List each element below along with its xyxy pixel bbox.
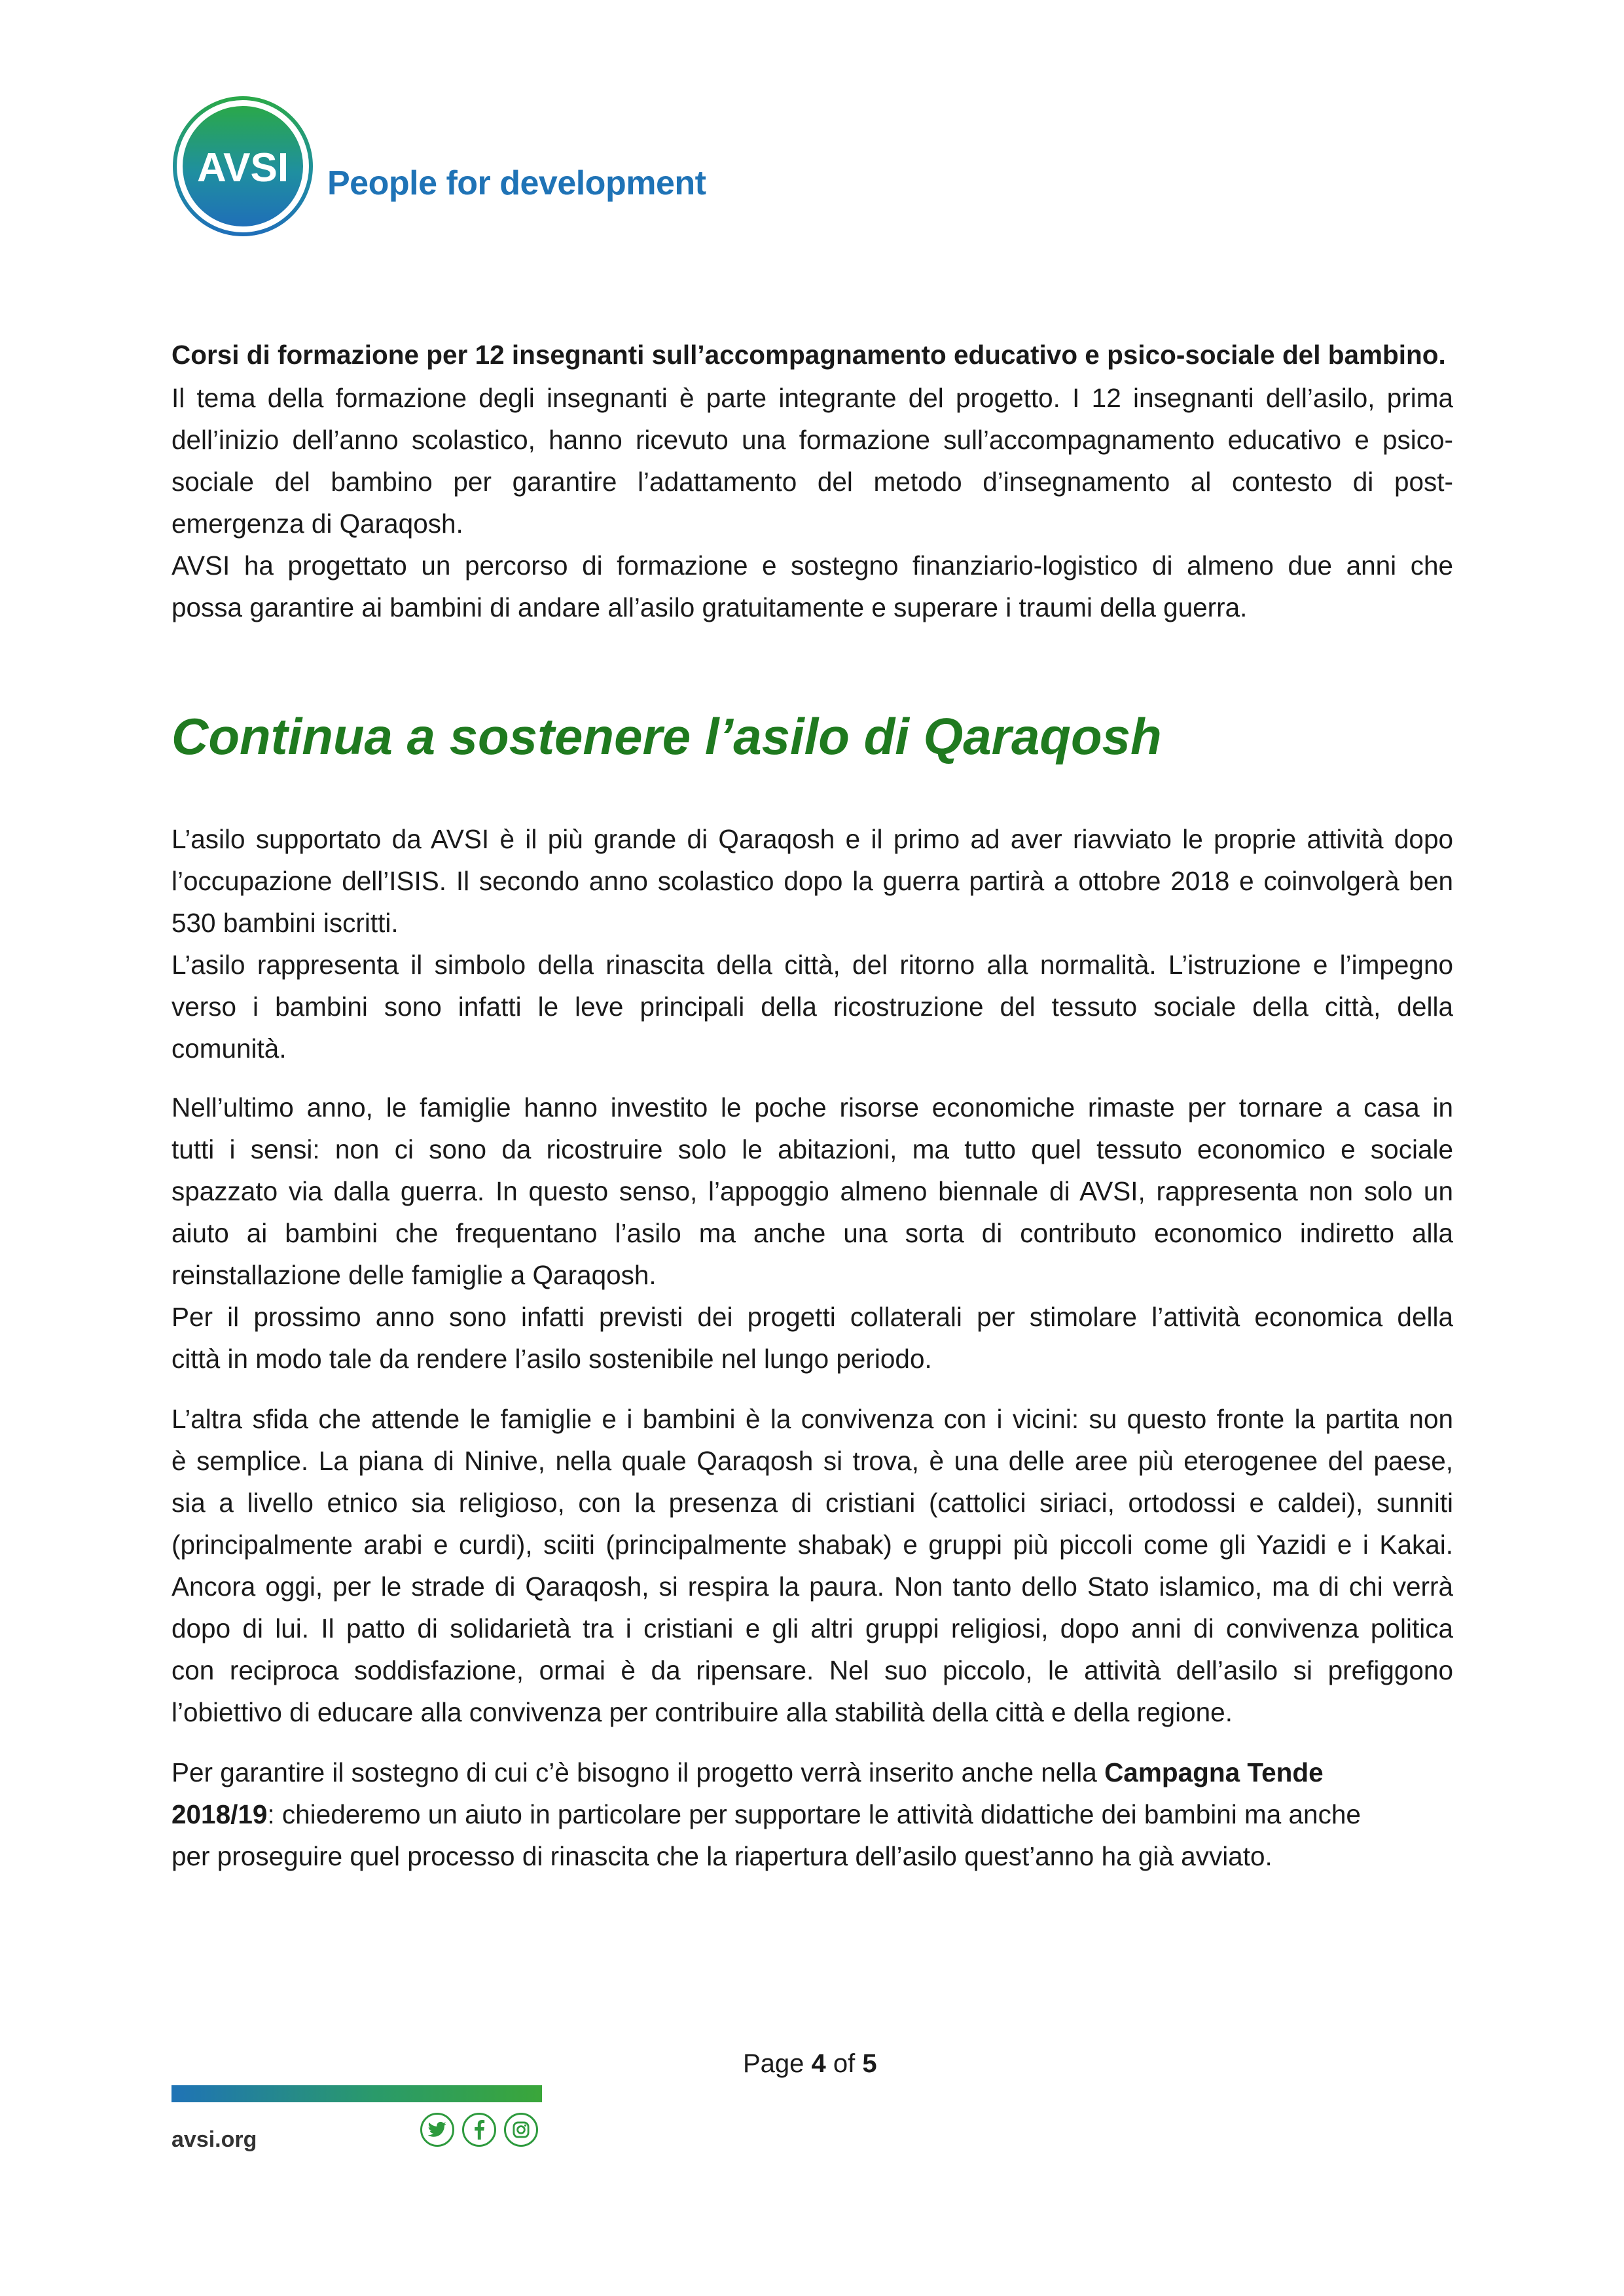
paragraph-coexistence [171, 1398, 1453, 1733]
text-line: Nell’ultimo anno, le famiglie hanno investito le poche risorse economiche rimaste per tornare a casa in [171, 1092, 1453, 1122]
page-current: 4 [811, 2049, 826, 2078]
paragraph-families [171, 1086, 1453, 1380]
text-line: aiuto ai bambini che frequentano l’asilo ma anche una sorta di contributo economico indiretto alla [171, 1218, 1453, 1248]
text-line: dell’inizio dell’anno scolastico, hanno ricevuto una formazione sull’accompagnamento educativo e psico- [171, 425, 1453, 455]
text-line: sia a livello etnico sia religioso, con la presenza di cristiani (cattolici siriaci, ortodossi e caldei), sunniti [171, 1488, 1453, 1518]
text-line: AVSI ha progettato un percorso di formazione e sostegno finanziario-logistico di almeno due anni che [171, 550, 1453, 581]
page-number [743, 2049, 877, 2079]
text-line: con reciproca soddisfazione, ormai è da ripensare. Nel suo piccolo, le attività dell’asilo si prefiggono [171, 1655, 1453, 1685]
footer-gradient-bar [171, 2085, 542, 2102]
campaign-text: Per garantire il sostegno di cui c’è bisogno il progetto verrà inserito anche nella [171, 1757, 1105, 1787]
section-heading: Corsi di formazione per 12 insegnanti sull’accompagnamento educativo e psico-sociale del bambino. [171, 340, 1446, 370]
campaign-name: Campagna Tende [1104, 1757, 1324, 1787]
text-line [171, 1751, 1453, 1793]
text-line: per proseguire quel processo di rinascita che la riapertura dell’asilo quest’anno ha già avviato. [171, 1841, 1272, 1871]
paragraph-training [171, 377, 1453, 628]
facebook-icon[interactable] [462, 2113, 496, 2147]
text-line: L’altra sfida che attende le famiglie e i bambini è la convivenza con i vicini: su questo fronte la partita non [171, 1404, 1453, 1434]
text-line: Per il prossimo anno sono infatti previsti dei progetti collaterali per stimolare l’attività economica della [171, 1302, 1453, 1332]
campaign-year: 2018/19 [171, 1799, 268, 1829]
text-line: L’asilo supportato da AVSI è il più grande di Qaraqosh e il primo ad aver riavviato le proprie attività dopo [171, 824, 1453, 854]
campaign-text: : chiederemo un aiuto in particolare per supportare le attività didattiche dei bambini ma anche [267, 1799, 1361, 1829]
text-line: Il tema della formazione degli insegnanti è parte integrante del progetto. I 12 insegnanti dell’asilo, prima [171, 383, 1453, 413]
text-line: comunità. [171, 1033, 287, 1064]
logo-text: AVSI [196, 145, 289, 190]
page-prefix: Page [743, 2049, 812, 2078]
text-line: Ancora oggi, per le strade di Qaraqosh, si respira la paura. Non tanto dello Stato islamico, ma di chi verrà [171, 1571, 1453, 1602]
text-line: città in modo tale da rendere l’asilo sostenibile nel lungo periodo. [171, 1344, 932, 1374]
avsi-logo [171, 95, 314, 238]
text-line: dopo di lui. Il patto di solidarietà tra i cristiani e gli altri gruppi religiosi, dopo anni di convivenza politica [171, 1613, 1453, 1643]
text-line: L’asilo rappresenta il simbolo della rinascita della città, del ritorno alla normalità. L’istruzione e l’impegno [171, 950, 1453, 980]
text-line: possa garantire ai bambini di andare all’asilo gratuitamente e superare i traumi della guerra. [171, 592, 1248, 622]
text-line: sociale del bambino per garantire l’adattamento del metodo d’insegnamento al contesto di post- [171, 467, 1453, 497]
text-line: l’obiettivo di educare alla convivenza per contribuire alla stabilità della città e della regione. [171, 1697, 1233, 1727]
instagram-icon[interactable] [504, 2113, 538, 2147]
page-total: 5 [862, 2049, 877, 2078]
page-mid: of [825, 2049, 863, 2078]
footer-website[interactable]: avsi.org [171, 2127, 257, 2152]
text-line: 530 bambini iscritti. [171, 908, 399, 938]
paragraph-intro [171, 818, 1453, 1069]
text-line: spazzato via dalla guerra. In questo senso, l’appoggio almeno biennale di AVSI, rappresenta non solo un [171, 1176, 1453, 1206]
paragraph-campaign [171, 1751, 1453, 1877]
text-line: verso i bambini sono infatti le leve principali della ricostruzione del tessuto sociale della città, della [171, 992, 1453, 1022]
text-line: emergenza di Qaraqosh. [171, 509, 463, 539]
twitter-icon[interactable] [420, 2113, 454, 2147]
text-line [171, 1793, 1453, 1835]
text-line: reinstallazione delle famiglie a Qaraqosh. [171, 1260, 657, 1290]
text-line: (principalmente arabi e curdi), sciiti (principalmente shabak) e gruppi più piccoli come gli Yazidi e i Kakai. [171, 1530, 1453, 1560]
text-line: è semplice. La piana di Ninive, nella quale Qaraqosh si trova, è una delle aree più eterogenee del paese, [171, 1446, 1453, 1476]
text-line: tutti i sensi: non ci sono da ricostruire solo le abitazioni, ma tutto quel tessuto economico e sociale [171, 1134, 1453, 1164]
page-title: Continua a sostenere l’asilo di Qaraqosh [171, 708, 1162, 765]
tagline: People for development [327, 164, 706, 202]
text-line: l’occupazione dell’ISIS. Il secondo anno scolastico dopo la guerra partirà a ottobre 2018 e coinvolgerà ben [171, 866, 1453, 896]
